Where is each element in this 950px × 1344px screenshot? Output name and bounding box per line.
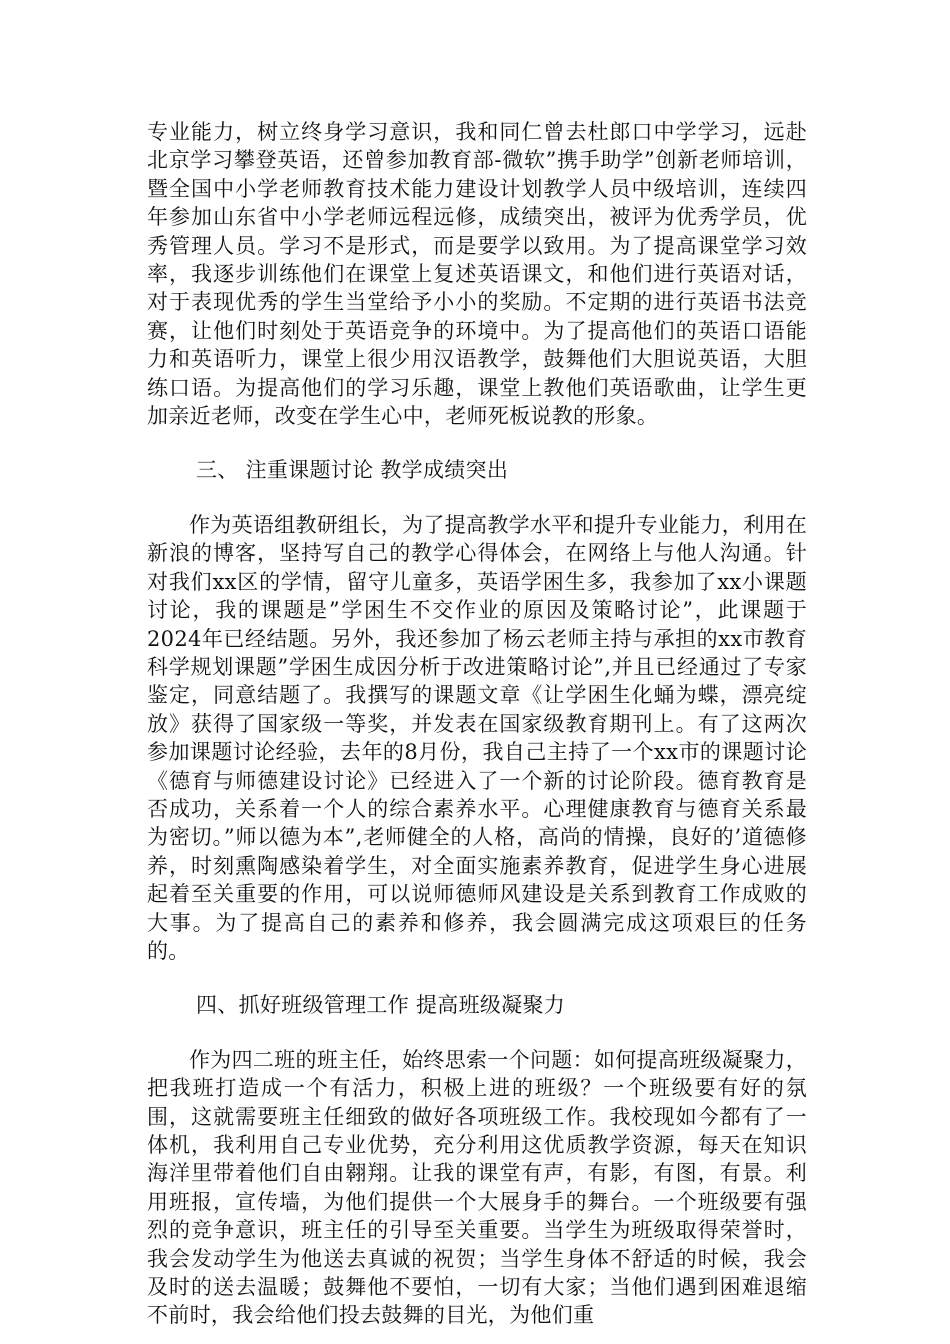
paragraph-class-management: 作为四二班的班主任，始终思索一个问题：如何提高班级凝聚力，把我班打造成一个有活力，积极上进的班级？一个班级要有好的氛围，这就需要班主任细致的做好各项班级工作。我校现如今都有了一体机，我利用自己专业优势，充分利用这优质教学资源，每天在知识海洋里带着他们自由翱翔。让我的课堂有声，有影，有图，有景。利用班报，宣传墙，为他们提供一个大展身手的舞台。一个班级要有强烈的竞争意识，班主任的引导至关重要。当学生为班级取得荣誉时，我会发动学生为他送去真诚的祝贺；当学生身体不舒适的时候，我会及时的送去温暖；鼓舞他不要怕，一切有大家；当他们遇到困难退缩不前时，我会给他们投去鼓舞的目光，为他们重: [147, 1047, 807, 1328]
paragraph-spacer: [147, 430, 807, 456]
paragraph-spacer: [147, 1020, 807, 1046]
document-body: [147, 118, 807, 1330]
section-heading-class-management: 四、抓好班级管理工作 提高班级凝聚力: [196, 993, 566, 1018]
paragraph-spacer: [147, 965, 807, 991]
section-heading-research: 三、 注重课题讨论 教学成绩突出: [196, 458, 509, 483]
paragraph-spacer: [147, 485, 807, 511]
paragraph-research: 作为英语组教研组长，为了提高教学水平和提升专业能力，利用在新浪的博客，坚持写自己的教学心得体会，在网络上与他人沟通。针对我们xx区的学情，留守儿童多，英语学困生多，我参加了xx小课题讨论，我的课题是”学困生不交作业的原因及策略讨论”，此课题于2024年已经结题。另外，我还参加了杨云老师主持与承担的xx市教育科学规划课题”学困生成因分析于改进策略讨论”,并且已经通过了专家鉴定，同意结题了。我撰写的课题文章《让学困生化蛹为蝶，漂亮绽放》获得了国家级一等奖，并发表在国家级教育期刊上。有了这两次参加课题讨论经验，去年的8月份，我自己主持了一个xx市的课题讨论《德育与师德建设讨论》已经进入了一个新的讨论阶段。德育教育是否成功，关系着一个人的综合素养水平。心理健康教育与德育关系最为密切。”师以德为本”,老师健全的人格，高尚的情操，良好的’道德修养，时刻熏陶感染着学生，对全面实施素养教育，促进学生身心进展起着至关重要的作用，可以说师德师风建设是关系到教育工作成败的大事。为了提高自己的素养和修养，我会圆满完成这项艰巨的任务的。: [147, 512, 807, 963]
paragraph-professional-learning: 专业能力，树立终身学习意识，我和同仁曾去杜郎口中学学习，远赴北京学习攀登英语，还曾参加教育部-微软”携手助学”创新老师培训，暨全国中小学老师教育技术能力建设计划教学人员中级培训，连续四年参加山东省中小学老师远程远修，成绩突出，被评为优秀学员，优秀管理人员。学习不是形式，而是要学以致用。为了提高课堂学习效率，我逐步训练他们在课堂上复述英语课文，和他们进行英语对话，对于表现优秀的学生当堂给予小小的奖励。不定期的进行英语书法竞赛，让他们时刻处于英语竞争的环境中。为了提高他们的英语口语能力和英语听力，课堂上很少用汉语教学，鼓舞他们大胆说英语，大胆练口语。为提高他们的学习乐趣，课堂上教他们英语歌曲，让学生更加亲近老师，改变在学生心中，老师死板说教的形象。: [147, 120, 807, 429]
